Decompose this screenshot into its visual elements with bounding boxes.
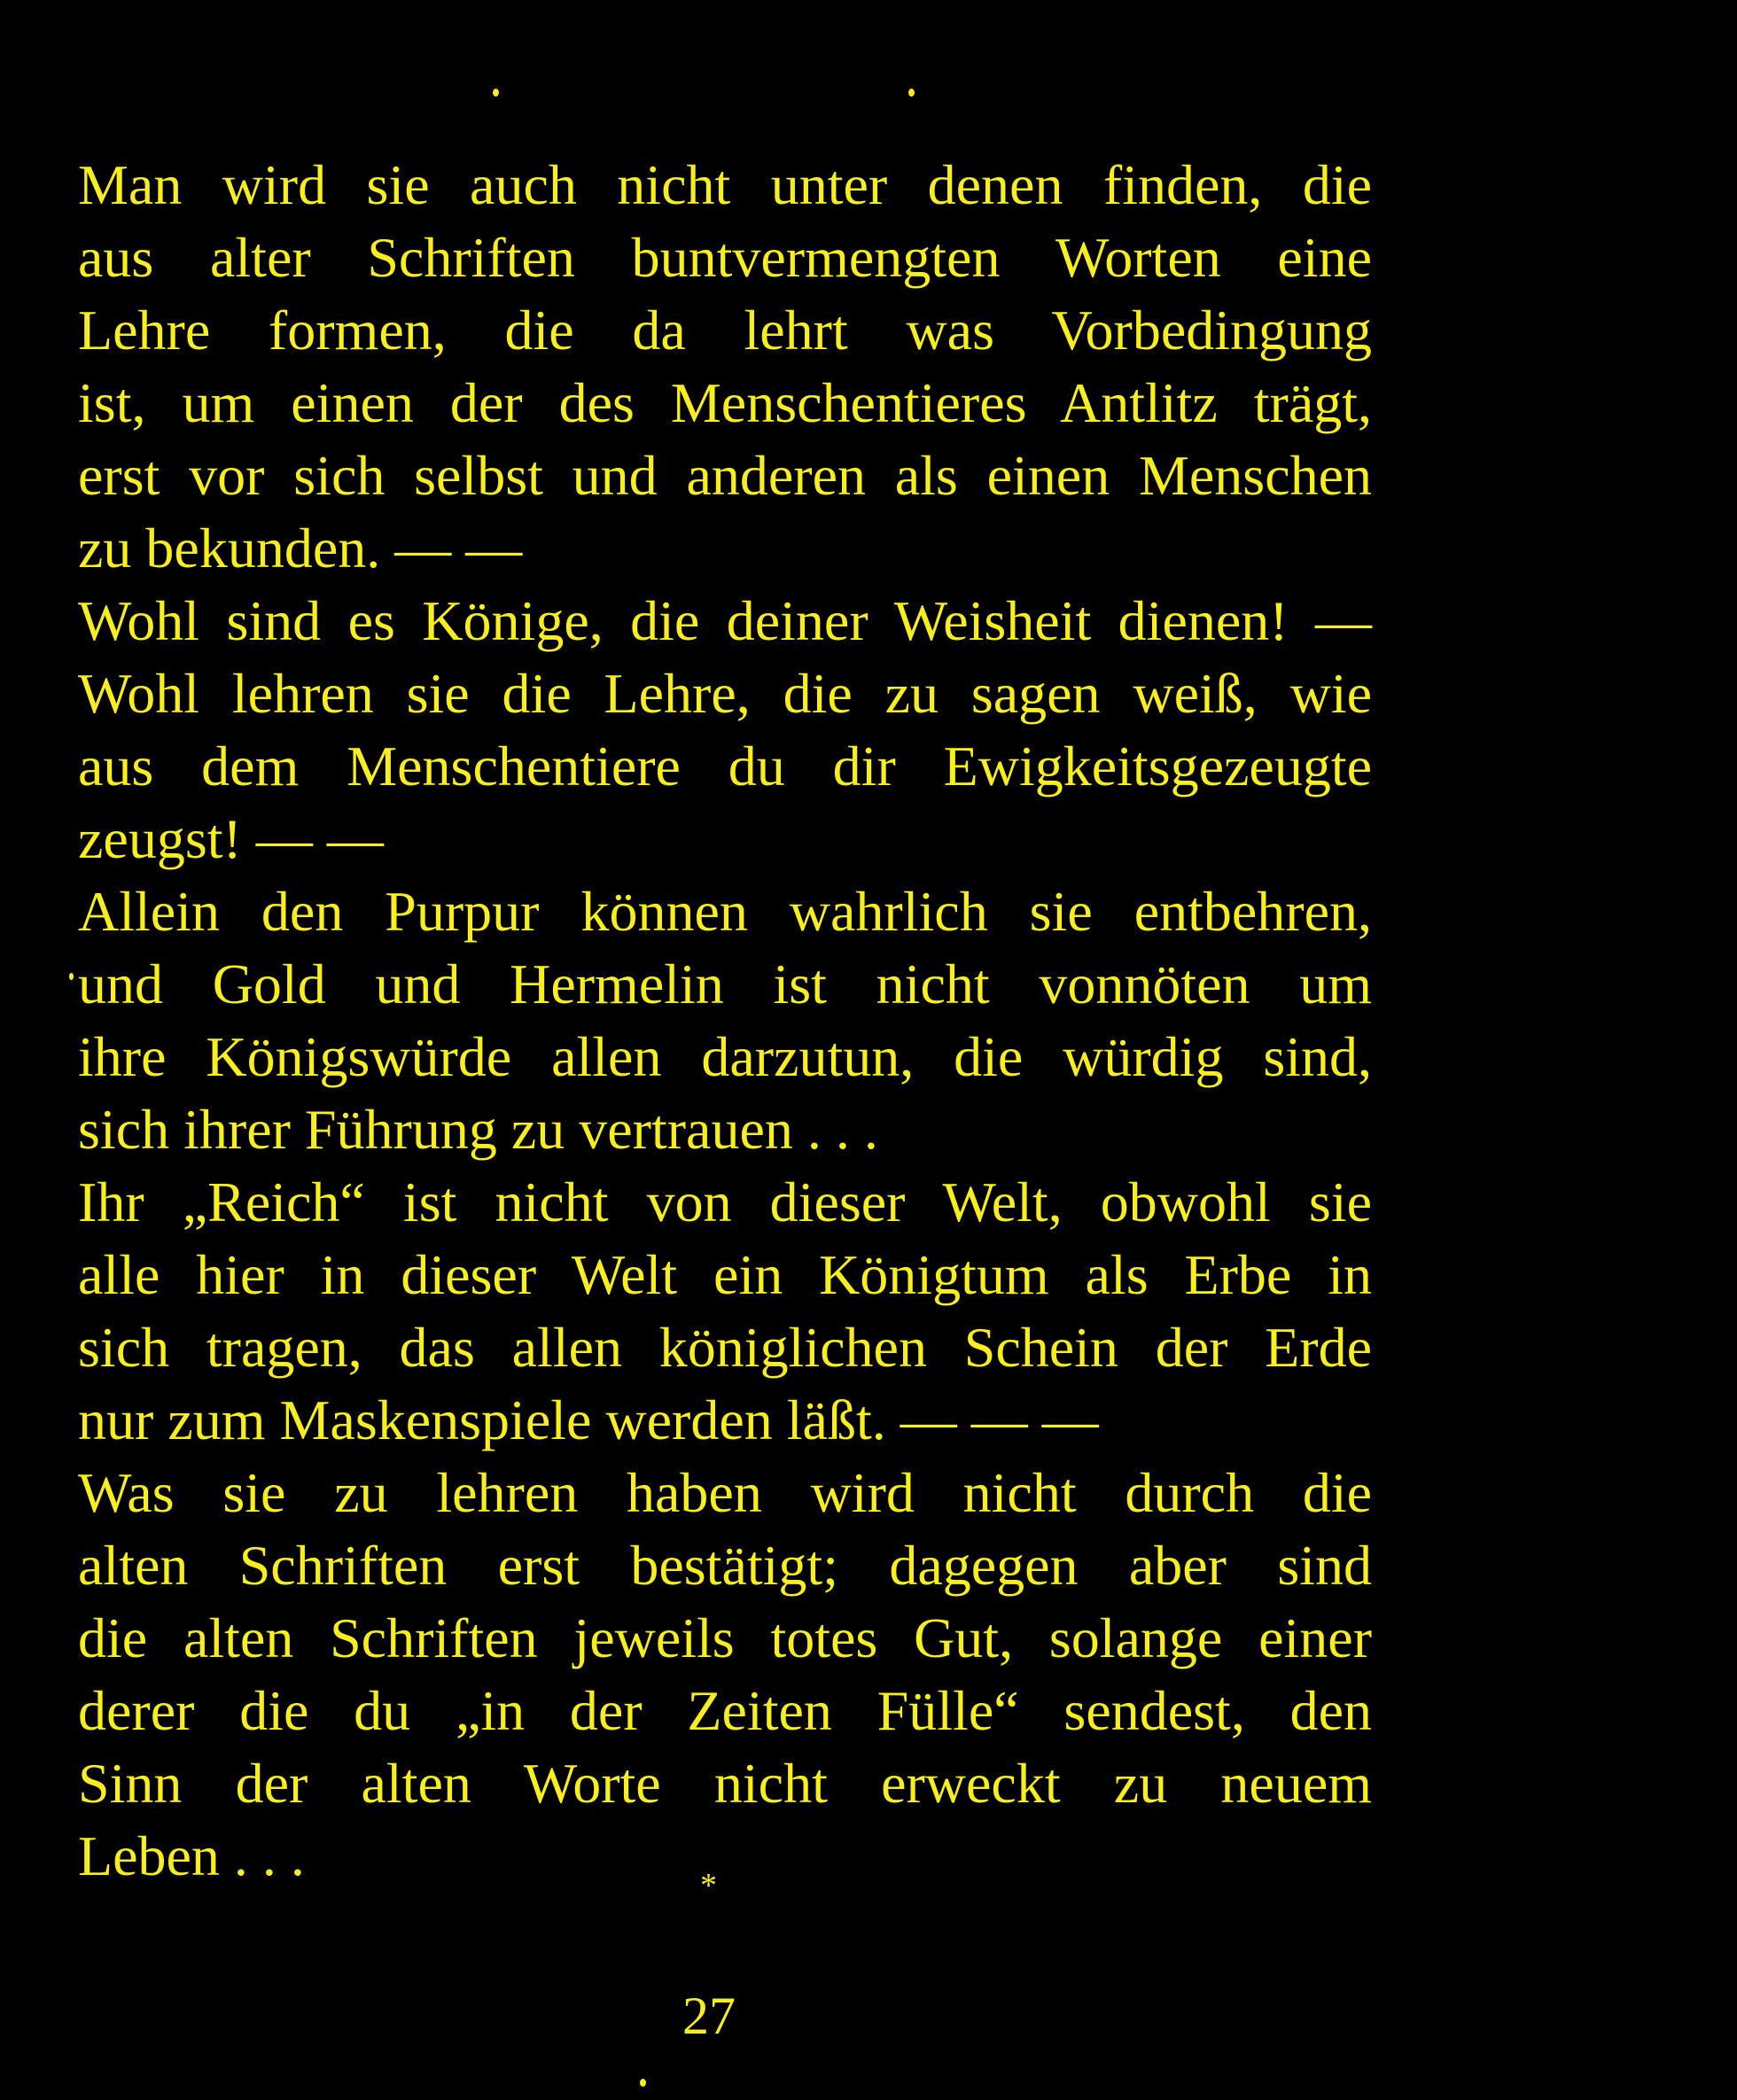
text-line: nur zum Maskenspiele werden läßt. — — — <box>78 1388 1099 1451</box>
text-line: Ihr „Reich“ ist nicht von dieser Welt, obwohl sie <box>78 1171 1372 1233</box>
text-line: Leben . . . <box>78 1824 305 1887</box>
print-speck <box>640 2079 646 2087</box>
text-line: Wohl lehren sie die Lehre, die zu sagen weiß, wie <box>78 662 1372 725</box>
print-speck <box>493 89 499 97</box>
text-line: aus dem Menschentiere du dir Ewigkeitsgezeugte <box>78 735 1372 797</box>
body-text <box>78 149 1372 1893</box>
text-line: Lehre formen, die da lehrt was Vorbedingung <box>78 299 1372 362</box>
print-speck <box>69 973 74 980</box>
text-line: Man wird sie auch nicht unter denen finden, die <box>78 153 1372 216</box>
text-line: derer die du „in der Zeiten Fülle“ sendest, den <box>78 1679 1372 1742</box>
text-line: Allein den Purpur können wahrlich sie entbehren, <box>78 880 1372 943</box>
text-line: aus alter Schriften buntvermengten Worten eine <box>78 226 1372 289</box>
text-line: sich ihrer Führung zu vertrauen . . . <box>78 1098 878 1161</box>
text-line: zeugst! — — <box>78 807 384 870</box>
text-line: alten Schriften erst bestätigt; dagegen aber sind <box>78 1534 1372 1597</box>
section-ornament: * <box>700 1867 717 1904</box>
text-line: ihre Königswürde allen darzutun, die würdig sind, <box>78 1025 1372 1088</box>
text-line: Was sie zu lehren haben wird nicht durch die <box>78 1461 1372 1524</box>
text-line: erst vor sich selbst und anderen als einen Menschen <box>78 444 1372 507</box>
text-line: die alten Schriften jeweils totes Gut, solange einer <box>78 1606 1372 1669</box>
text-line: sich tragen, das allen königlichen Schein der Erde <box>78 1316 1372 1379</box>
text-line: alle hier in dieser Welt ein Königtum als Erbe in <box>78 1243 1372 1306</box>
text-line: und Gold und Hermelin ist nicht vonnöten um <box>78 953 1372 1015</box>
page-number: 27 <box>682 1987 736 2045</box>
print-speck <box>908 89 915 97</box>
text-line: ist, um einen der des Menschentieres Antlitz trägt, <box>78 371 1372 434</box>
text-line: zu bekunden. — — <box>78 517 523 579</box>
text-line: Wohl sind es Könige, die deiner Weisheit dienen! — <box>78 589 1372 652</box>
text-line: Sinn der alten Worte nicht erweckt zu neuem <box>78 1752 1372 1815</box>
